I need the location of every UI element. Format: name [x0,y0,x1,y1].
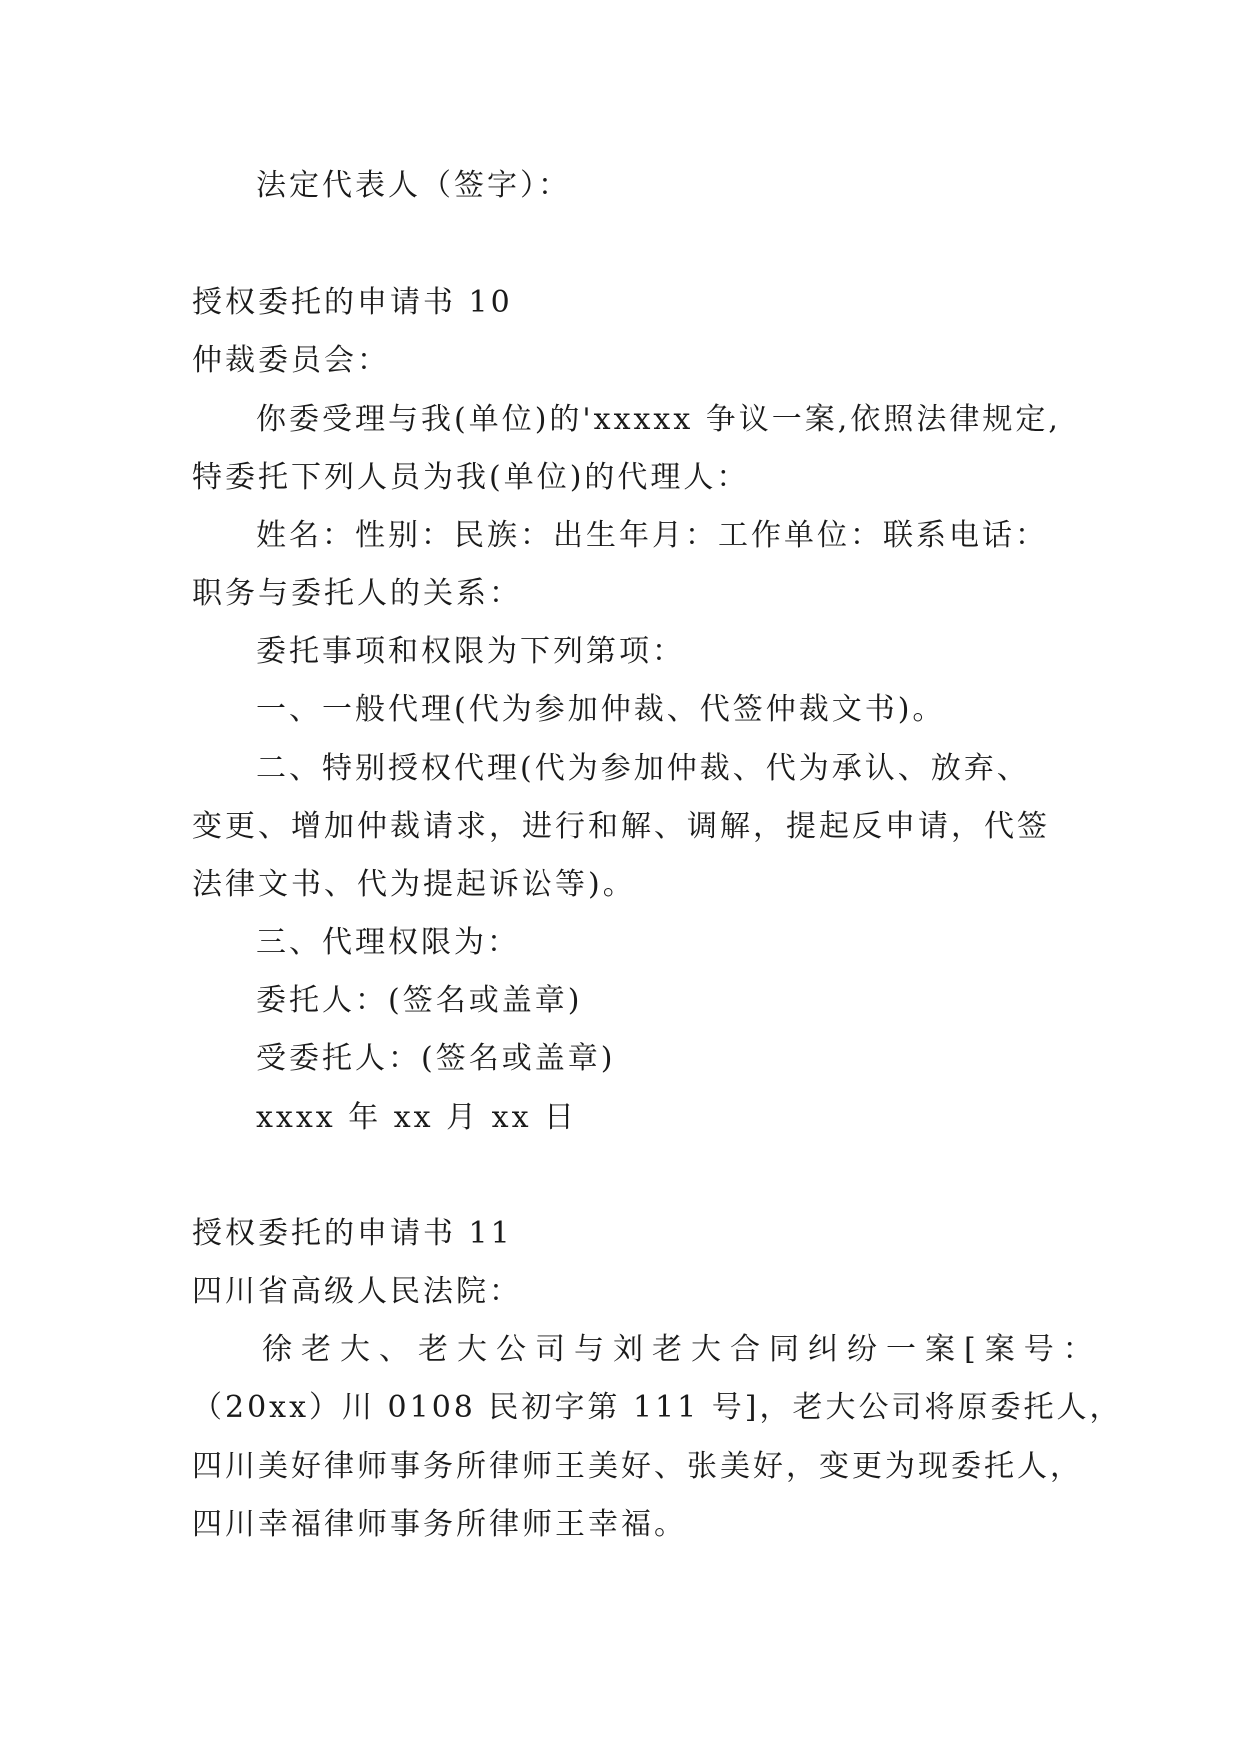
section-11-paragraph-line: 徐老大、老大公司与刘老大合同纠纷一案[案号： [262,1332,1102,1367]
section-10-title: 授权委托的申请书 10 [192,285,513,320]
section-11-paragraph-line: 四川美好律师事务所律师王美好、张美好，变更为现委托人， [192,1449,1083,1484]
section-10-paragraph-line: 职务与委托人的关系： [192,576,522,611]
section-10-paragraph-line: 变更、增加仲裁请求，进行和解、调解，提起反申请，代签 [192,809,1050,844]
section-10-paragraph-line: 一、一般代理(代为参加仲裁、代签仲裁文书)。 [256,692,946,727]
section-10-paragraph-line: 特委托下列人员为我(单位)的代理人： [192,460,750,495]
section-10-paragraph-line: 法律文书、代为提起诉讼等)。 [192,867,636,902]
section-11-addressee: 四川省高级人民法院： [192,1274,522,1309]
section-10-addressee: 仲裁委员会： [192,343,390,378]
section-10-paragraph-line: 姓名：性别：民族：出生年月：工作单位：联系电话： [256,518,1048,553]
section-11-paragraph-line: （20xx）川 0108 民初字第 111 号]，老大公司将原委托人， [192,1390,1123,1425]
date-line: xxxx 年 xx 月 xx 日 [256,1100,578,1135]
section-11-title: 授权委托的申请书 11 [192,1216,513,1251]
principal-signature-line: 委托人：(签名或盖章) [256,983,583,1018]
section-10-paragraph-line: 二、特别授权代理(代为参加仲裁、代为承认、放弃、 [256,751,1030,786]
section-10-paragraph-line: 你委受理与我(单位)的'xxxxx 争议一案,依照法律规定, [256,402,1061,437]
section-10-paragraph-line: 委托事项和权限为下列第项： [256,634,685,669]
agent-signature-line: 受委托人：(签名或盖章) [256,1041,616,1076]
section-11-paragraph-line: 四川幸福律师事务所律师王幸福。 [192,1507,687,1542]
legal-representative-signature-line: 法定代表人（签字）： [256,168,571,203]
section-10-paragraph-line: 三、代理权限为： [256,925,520,960]
